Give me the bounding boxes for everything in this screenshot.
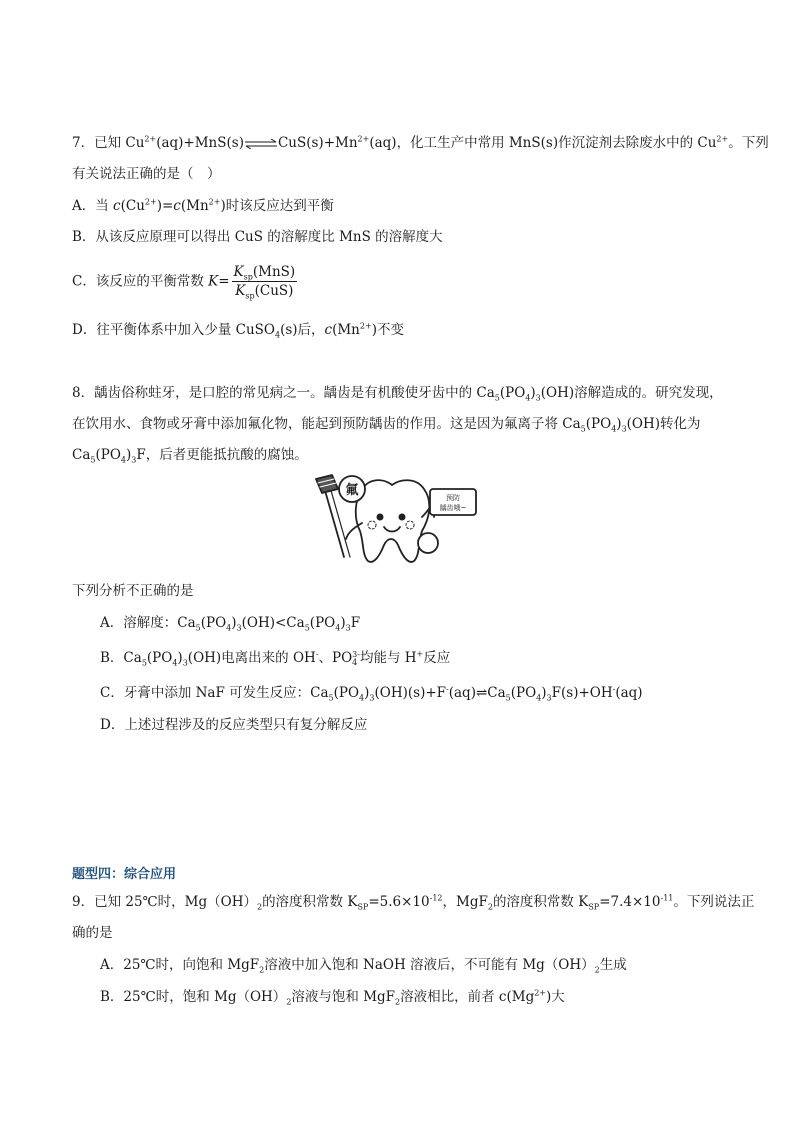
sign-label-1: 预防 bbox=[446, 494, 460, 502]
q8-option-b: B．$Ca_5(PO_4)_3(OH)$电离出来的 OH-、PO 3- 4 均能与 H+反应 bbox=[100, 649, 451, 668]
sign-label-2: 龋齿哦~ bbox=[439, 504, 467, 512]
q7-option-c: C．该反应的平衡常数 K= $\frac{K_{sp}(MnS)}{K_{sp}(CuS)}$ bbox=[72, 264, 296, 301]
tooth-body bbox=[356, 480, 430, 562]
tooth-cartoon-image bbox=[310, 473, 490, 568]
q9-option-b: B．25℃时，饱和 $Mg(OH)_2$溶液与饱和 MgF$_2$溶液相比，前者 $c(Mg^{2+})$大 bbox=[100, 988, 565, 1007]
q8-stem-line2: 在饮用水、食物或牙膏中添加氟化物，能起到预防龋齿的作用。这是因为氟离子将 $Ca_5(PO_4)_3(OH)$转化为 bbox=[72, 416, 701, 434]
q9-stem-line2: 确的是 bbox=[72, 925, 113, 941]
q9-stem-line1: 9．已知 25℃时，$Mg(OH)_2$的溶度积常数 $K_{SP}=5.6\times 10^{-12}$，MgF$_2$的溶度积常数 $K_{SP}=7.4\times 10^{-11}$。下列说法正 bbox=[72, 893, 755, 912]
q7-option-b: B．从该反应原理可以得出 CuS 的溶解度比 MnS 的溶解度大 bbox=[72, 229, 443, 245]
q8-option-d: D．上述过程涉及的反应类型只有复分解反应 bbox=[100, 717, 368, 733]
ksp-fraction: $\frac{K_{sp}(MnS)}{K_{sp}(CuS)}$ bbox=[233, 264, 296, 301]
fluorine-label: 氟 bbox=[345, 483, 359, 498]
q8-question-stem: 下列分析不正确的是 bbox=[72, 583, 194, 599]
phosphate-charge: 3- 4 bbox=[352, 649, 360, 667]
q7-stem-line1: 7．已知 $Cu^{2+}(aq)+MnS(s)$ $CuS(s)+Mn^{2+}(aq)$，化工生产中常用 MnS(s)作沉淀剂去除废水中的 $Cu^{2+}$。下列 bbox=[72, 134, 769, 151]
q8-option-a: A．溶解度：$Ca_5(PO_4)_3(OH)<Ca_5(PO_4)_3F$ bbox=[100, 615, 361, 633]
q7-stem-line2: 有关说法正确的是（ ） bbox=[72, 166, 221, 182]
q7-option-a: A．当 $c(Cu^{2+})=c(Mn^{2+})$时该反应达到平衡 bbox=[72, 197, 334, 214]
q7-option-d: D．往平衡体系中加入少量 CuSO$_4$(s)后，$c(Mn^{2+})$不变 bbox=[72, 321, 404, 340]
equilibrium-arrow-icon bbox=[244, 139, 278, 149]
section-title: 题型四：综合应用 bbox=[72, 867, 177, 882]
q9-option-a: A．25℃时，向饱和 MgF$_2$溶液中加入饱和 NaOH 溶液后，不可能有 $Mg(OH)_2$生成 bbox=[100, 957, 627, 975]
q8-stem-line3: $Ca_5(PO_4)_3F$，后者更能抵抗酸的腐蚀。 bbox=[72, 447, 308, 465]
toothbrush-icon bbox=[324, 487, 344, 557]
q8-option-c: C．牙膏中添加 NaF 可发生反应：$Ca_5(PO_4)_3(OH)(s)+F^-(aq)\rightleftharpoons Ca_5(PO_4)_3F(s)+OH^-(aq)$ bbox=[100, 684, 643, 703]
q8-stem-line1: 8．龋齿俗称蛀牙，是口腔的常见病之一。龋齿是有机酸使牙齿中的 $Ca_5(PO_4)_3(OH)$溶解造成的。研究发现， bbox=[72, 385, 723, 403]
